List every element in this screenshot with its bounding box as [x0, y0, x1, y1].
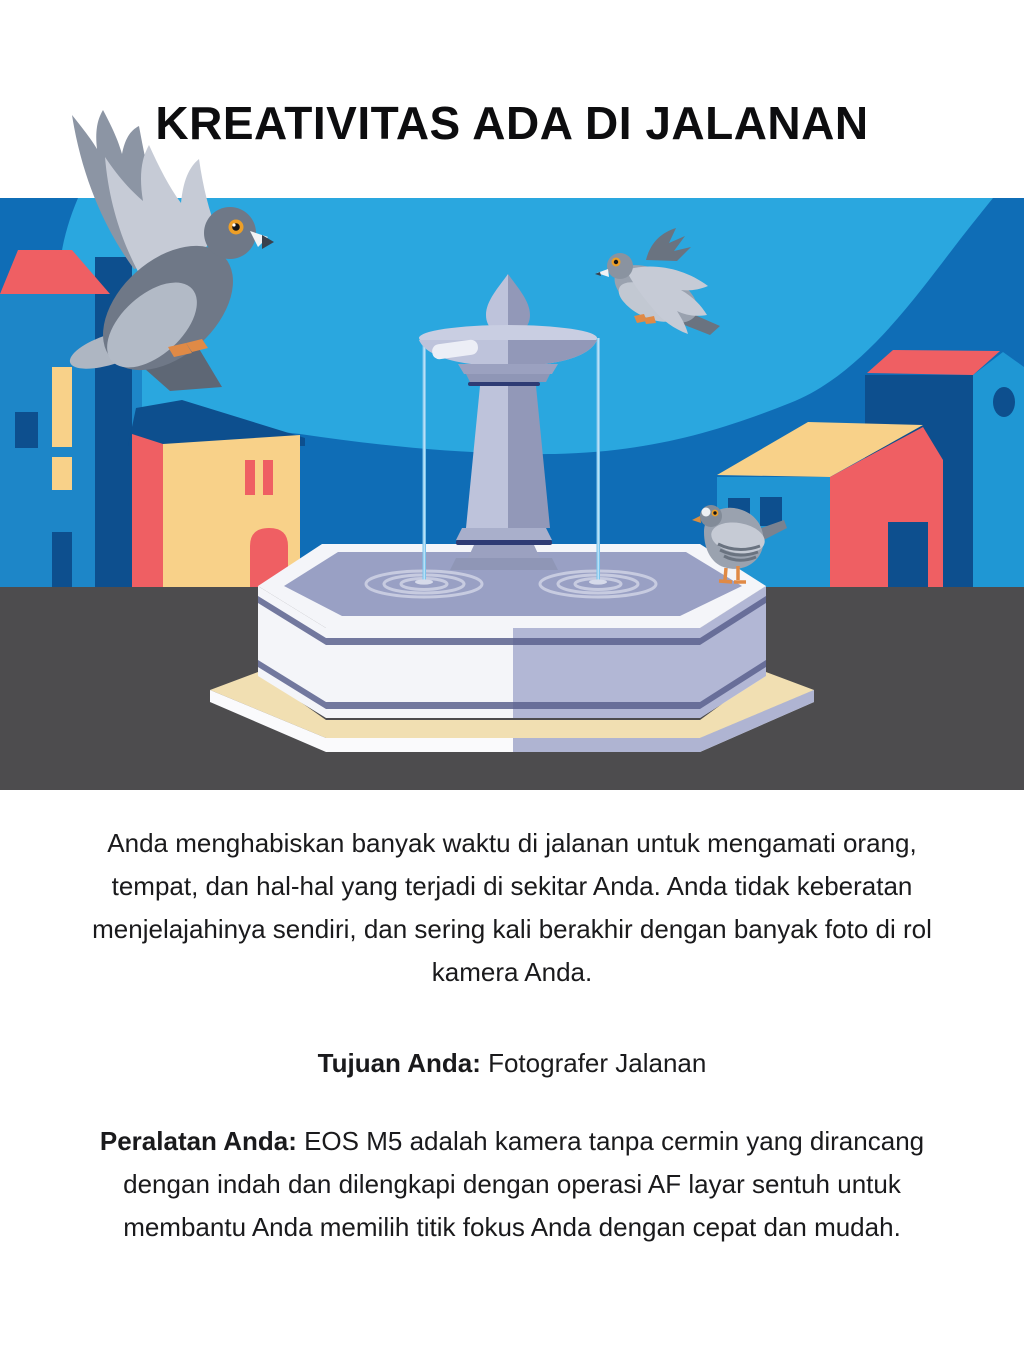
- intro-paragraph: Anda menghabiskan banyak waktu di jalanan untuk mengamati orang, tempat, dan hal-hal yang terjadi di sekitar Anda. Anda tidak keberatan menjelajahinya sendiri, dan sering kali berakhir dengan banyak foto di rol kamera Anda.: [92, 828, 932, 987]
- window: [52, 457, 72, 490]
- goal-value: Fotografer Jalanan: [488, 1048, 707, 1078]
- equipment-value: EOS M5 adalah kamera tanpa cermin yang dirancang dengan indah dan dilengkapi dengan operasi AF layar sentuh untuk membantu Anda memilih titik fokus Anda dengan cepat dan mudah.: [123, 1126, 925, 1242]
- gable-side: [973, 352, 1024, 587]
- door: [52, 532, 72, 587]
- equipment-label: Peralatan Anda:: [99, 1126, 297, 1156]
- town-square-illustration: [0, 102, 1024, 790]
- window: [245, 460, 255, 495]
- window: [760, 497, 782, 526]
- window: [15, 412, 38, 448]
- red-side: [132, 434, 163, 587]
- goal-label: Tujuan Anda:: [317, 1048, 481, 1078]
- goal-line: [62, 1042, 962, 1085]
- oval-window: [993, 387, 1015, 417]
- window: [52, 367, 72, 447]
- window: [263, 460, 273, 495]
- door: [888, 522, 928, 587]
- page-title: KREATIVITAS ADA DI JALANAN: [155, 97, 869, 149]
- equipment-paragraph: [62, 1120, 962, 1249]
